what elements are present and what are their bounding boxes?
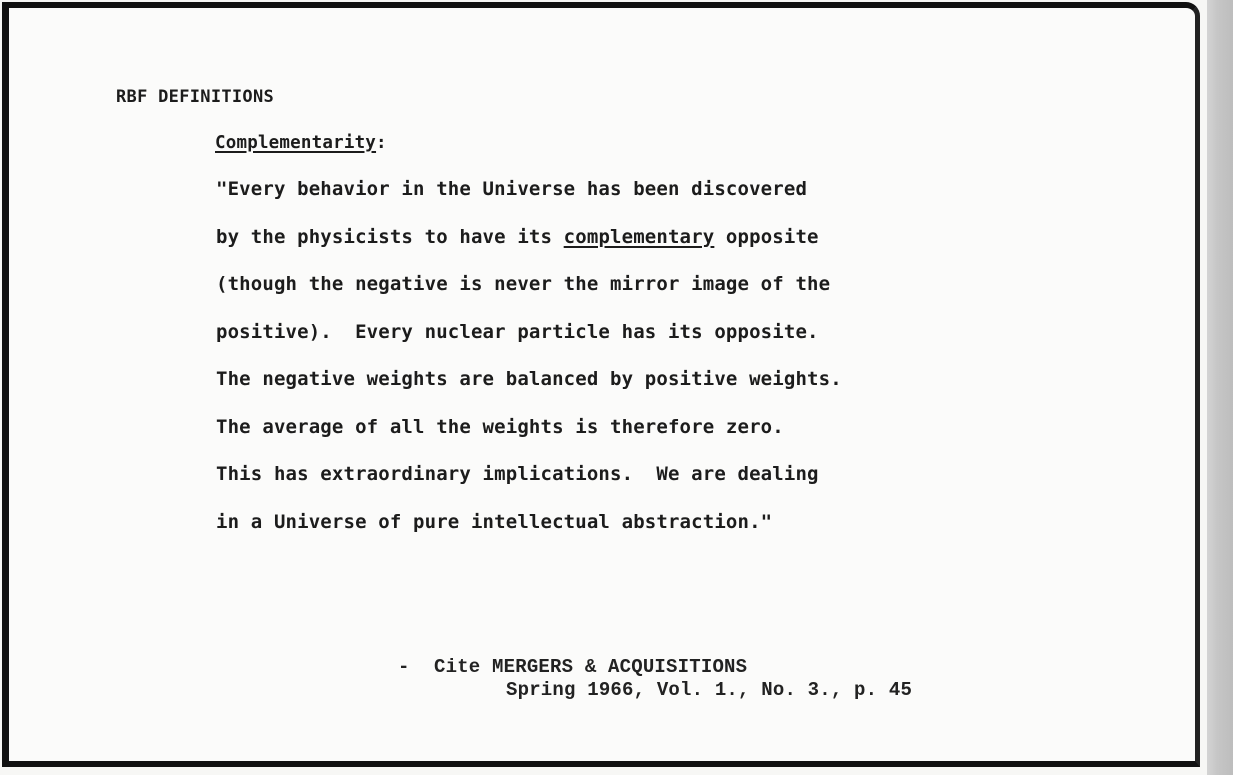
quote-line-3: (though the negative is never the mirror image of the bbox=[216, 273, 831, 295]
quote-line-2-end: opposite bbox=[714, 225, 819, 248]
definition-term-colon: : bbox=[376, 133, 387, 153]
quote-line-1: "Every behavior in the Universe has been discovered bbox=[216, 178, 808, 200]
definition-term-label: Complementarity bbox=[215, 133, 377, 153]
quote-line-8: in a Universe of pure intellectual abstraction." bbox=[216, 510, 773, 533]
document-heading: RBF DEFINITIONS bbox=[116, 87, 275, 107]
quote-line-7: This has extraordinary implications. We are dealing bbox=[216, 463, 819, 485]
quote-line-2-start: by the physicists to have its bbox=[216, 225, 564, 248]
definition-quote bbox=[216, 177, 842, 557]
underlined-word-complementary: complementary bbox=[563, 225, 715, 248]
citation-issue: Spring 1966, Vol. 1., No. 3., p. 45 bbox=[506, 679, 913, 701]
definition-term bbox=[215, 131, 387, 155]
citation-dash: - bbox=[398, 656, 410, 678]
quote-line-2 bbox=[216, 225, 842, 273]
citation-source: Cite MERGERS & ACQUISITIONS bbox=[434, 656, 748, 678]
citation bbox=[398, 656, 913, 771]
quote-line-6: The average of all the weights is therefore zero. bbox=[216, 415, 784, 438]
quote-line-5: The negative weights are balanced by positive weights. bbox=[216, 368, 842, 390]
quote-line-4: positive). Every nuclear particle has its opposite. bbox=[216, 320, 819, 343]
